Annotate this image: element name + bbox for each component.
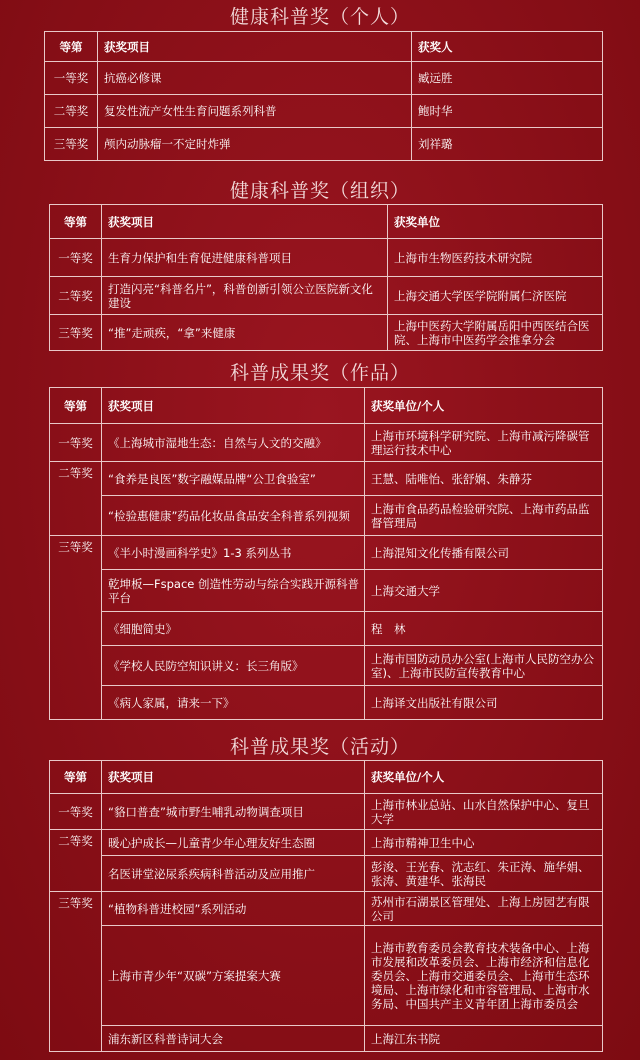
project-cell: 生育力保护和生育促进健康科普项目 [102,239,388,277]
project-cell: “检验惠健康”药品化妆品食品安全科普系列视频 [102,496,365,536]
unit-cell: 上海市食品药品检验研究院、上海市药品监督管理局 [365,496,603,536]
unit-cell: 上海市生物医药技术研究院 [388,239,603,277]
unit-cell: 上海江东书院 [365,1026,603,1052]
table-row [50,856,603,892]
header-winner: 获奖人 [412,32,603,62]
unit-cell: 上海译文出版社有限公司 [365,686,603,720]
project-cell: 上海市青少年“双碳”方案提案大赛 [102,926,365,1026]
rank-cell: 一等奖 [45,62,98,95]
header-rank: 等第 [50,388,102,424]
table-row [50,830,603,856]
rank-cell: 一等奖 [50,239,102,277]
project-cell: 《上海城市湿地生态：自然与人文的交融》 [102,424,365,462]
project-cell: 乾坤板—Fspace 创造性劳动与综合实践开源科普平台 [102,570,365,612]
rank-cell: 一等奖 [50,794,102,830]
rank-cell: 二等奖 [50,277,102,315]
project-cell: 《学校人民防空知识讲义：长三角版》 [102,646,365,686]
table-header-row [45,32,603,62]
table-achievement-works [49,387,603,720]
unit-cell: 程 林 [365,612,603,646]
table-achievement-activities [49,760,603,1052]
section-title-personal: 健康科普奖（个人） [229,6,410,28]
table-row [50,612,603,646]
unit-cell: 上海混知文化传播有限公司 [365,536,603,570]
unit-cell: 彭浚、王光春、沈志红、朱正涛、施华娟、张涛、黄建华、张海民 [365,856,603,892]
project-cell: 颅内动脉瘤一不定时炸弹 [98,128,412,161]
table-row [50,239,603,277]
winner-cell: 刘祥璐 [412,128,603,161]
header-project: 获奖项目 [98,32,412,62]
unit-cell: 苏州市石湖景区管理处、上海上房园艺有限公司 [365,892,603,926]
header-project: 获奖项目 [102,388,365,424]
unit-cell: 上海市林业总站、山水自然保护中心、复旦大学 [365,794,603,830]
project-cell: 复发性流产女性生育问题系列科普 [98,95,412,128]
table-row [50,794,603,830]
rank-cell: 二等奖 [50,830,102,892]
table-row [45,95,603,128]
table-health-personal [44,31,603,161]
table-header-row [50,761,603,794]
table-row [50,496,603,536]
section-title-activities: 科普成果奖（活动） [229,736,410,758]
rank-cell: 二等奖 [50,462,102,536]
table-row [50,1026,603,1052]
rank-cell: 三等奖 [50,315,102,351]
table-row [50,536,603,570]
unit-cell: 上海市环境科学研究院、上海市减污降碳管理运行技术中心 [365,424,603,462]
table-row [45,62,603,95]
unit-cell: 上海市精神卫生中心 [365,830,603,856]
table-row [50,926,603,1026]
project-cell: “食养是良医”数字融媒品牌“公卫食验室” [102,462,365,496]
project-cell: “推”走顽疾，“拿”来健康 [102,315,388,351]
header-unit: 获奖单位/个人 [365,761,603,794]
table-row [50,570,603,612]
table-row [50,315,603,351]
table-row [45,128,603,161]
table-header-row [50,388,603,424]
table-row [50,686,603,720]
rank-cell: 一等奖 [50,424,102,462]
table-row [50,892,603,926]
unit-cell: 上海交通大学 [365,570,603,612]
project-cell: 名医讲堂泌尿系疾病科普活动及应用推广 [102,856,365,892]
unit-cell: 上海市教育委员会教育技术装备中心、上海市发展和改革委员会、上海市经济和信息化委员会、上海市交通委员会、上海市生态环境局、上海市绿化和市容管理局、上海市水务局、中国共产主义青年团上海市委员会 [365,926,603,1026]
winner-cell: 鲍时华 [412,95,603,128]
table-header-row [50,205,603,239]
header-project: 获奖项目 [102,205,388,239]
header-unit: 获奖单位/个人 [365,388,603,424]
project-cell: 《病人家属，请来一下》 [102,686,365,720]
header-unit: 获奖单位 [388,205,603,239]
header-rank: 等第 [50,761,102,794]
project-cell: 抗癌必修课 [98,62,412,95]
project-cell: 《半小时漫画科学史》1-3 系列丛书 [102,536,365,570]
table-row [50,277,603,315]
rank-cell: 二等奖 [45,95,98,128]
unit-cell: 王慧、陆唯怡、张舒娴、朱静芬 [365,462,603,496]
unit-cell: 上海交通大学医学院附属仁济医院 [388,277,603,315]
project-cell: 《细胞简史》 [102,612,365,646]
rank-cell: 三等奖 [45,128,98,161]
unit-cell: 上海中医药大学附属岳阳中西医结合医院、上海市中医药学会推拿分会 [388,315,603,351]
rank-cell: 三等奖 [50,536,102,720]
project-cell: 暖心护成长—儿童青少年心理友好生态圈 [102,830,365,856]
header-project: 获奖项目 [102,761,365,794]
rank-cell: 三等奖 [50,892,102,1052]
table-health-organization [49,204,603,351]
unit-cell: 上海市国防动员办公室(上海市人民防空办公室)、上海市民防宣传教育中心 [365,646,603,686]
table-row [50,462,603,496]
project-cell: “植物科普进校园”系列活动 [102,892,365,926]
table-row [50,424,603,462]
section-title-works: 科普成果奖（作品） [229,362,410,384]
header-rank: 等第 [45,32,98,62]
section-title-organization: 健康科普奖（组织） [229,180,410,202]
winner-cell: 臧远胜 [412,62,603,95]
project-cell: “貉口普查”城市野生哺乳动物调查项目 [102,794,365,830]
project-cell: 打造闪亮“科普名片”，科普创新引领公立医院新文化建设 [102,277,388,315]
table-row [50,646,603,686]
header-rank: 等第 [50,205,102,239]
project-cell: 浦东新区科普诗词大会 [102,1026,365,1052]
